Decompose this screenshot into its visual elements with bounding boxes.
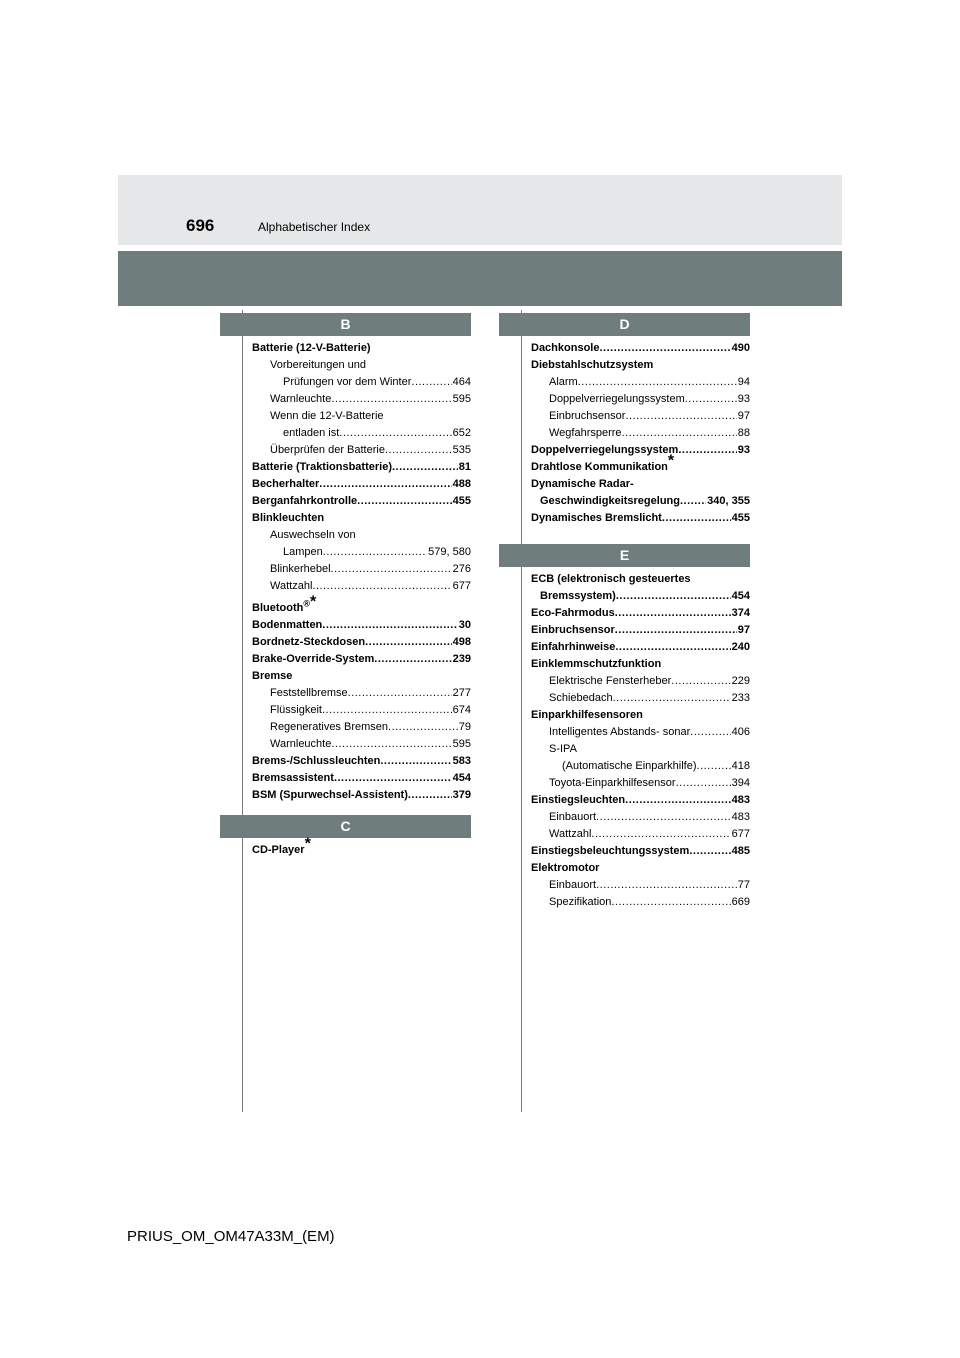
index-entry: Einbruchsensor ..... 97 [531, 622, 750, 639]
index-column-d [531, 340, 750, 527]
index-entry: Flüssigkeit ..... 674 [252, 702, 471, 719]
index-entry: Brake-Override-System ..... 239 [252, 651, 471, 668]
index-column-b [252, 340, 471, 804]
index-entry: Bordnetz-Steckdosen ..... 498 [252, 634, 471, 651]
index-entry: Prüfungen vor dem Winter ..... 464 [252, 374, 471, 391]
section-header-c: C [220, 815, 471, 838]
index-entry: Blinkleuchten [252, 512, 325, 524]
index-entry: Überprüfen der Batterie ..... 535 [252, 442, 471, 459]
index-entry: Warnleuchte ..... 595 [252, 391, 471, 408]
index-entry: Einbruchsensor ..... 97 [531, 408, 750, 425]
index-entry: (Automatische Einparkhilfe) ..... 418 [531, 758, 750, 775]
footnote-star: * [309, 593, 317, 610]
index-entry: Toyota-Einparkhilfesensor ..... 394 [531, 775, 750, 792]
index-entry: Wattzahl ..... 677 [531, 826, 750, 843]
section-header-d: D [499, 313, 750, 336]
index-entry: Einstiegsbeleuchtungssystem ..... 485 [531, 843, 750, 860]
index-entry: Schiebedach ..... 233 [531, 690, 750, 707]
index-entry: Bodenmatten ..... 30 [252, 617, 471, 634]
index-entry: Geschwindigkeitsregelung ..... 340, 355 [531, 493, 750, 510]
index-entry: CD-Player* [252, 835, 311, 856]
index-entry: Elektromotor [531, 862, 600, 874]
index-entry: Bremssystem) ..... 454 [531, 588, 750, 605]
index-entry: Auswechseln von [270, 529, 356, 541]
index-entry: Wegfahrsperre ..... 88 [531, 425, 750, 442]
index-entry: Dynamische Radar- [531, 478, 634, 490]
index-column-c [252, 835, 471, 859]
index-entry: Berganfahrkontrolle ..... 455 [252, 493, 471, 510]
index-entry: Diebstahlschutzsystem [531, 359, 654, 371]
index-entry: Doppelverriegelungssystem ..... 93 [531, 391, 750, 408]
index-entry: Einfahrhinweise ..... 240 [531, 639, 750, 656]
index-entry: Wattzahl ..... 677 [252, 578, 471, 595]
index-entry: Einklemmschutzfunktion [531, 658, 662, 670]
index-column-e [531, 571, 750, 911]
index-entry: ECB (elektronisch gesteuertes [531, 573, 691, 585]
index-entry: Einbauort ..... 77 [531, 877, 750, 894]
footnote-star: * [304, 835, 311, 853]
index-entry: Becherhalter ..... 488 [252, 476, 471, 493]
section-title: Alphabetischer Index [258, 220, 371, 234]
index-entry: Brems-/Schlussleuchten ..... 583 [252, 753, 471, 770]
index-entry: Lampen ..... 579, 580 [252, 544, 471, 561]
index-entry: Dachkonsole ..... 490 [531, 340, 750, 357]
index-entry: Einbauort ..... 483 [531, 809, 750, 826]
index-entry: Bluetooth®* [252, 593, 317, 614]
index-entry: Batterie (12-V-Batterie) [252, 342, 371, 354]
column-divider-left [242, 310, 243, 1112]
index-entry: Drahtlose Kommunikation* [531, 452, 675, 473]
page-number: 696 [186, 216, 215, 235]
index-entry: Einstiegsleuchten ..... 483 [531, 792, 750, 809]
header-band [118, 175, 842, 245]
index-entry: Batterie (Traktionsbatterie) ..... 81 [252, 459, 471, 476]
index-entry: Doppelverriegelungssystem ..... 93 [531, 442, 750, 459]
index-entry: BSM (Spurwechsel-Assistent) ..... 379 [252, 787, 471, 804]
index-entry: Wenn die 12-V-Batterie [270, 410, 384, 422]
index-entry: Eco-Fahrmodus ..... 374 [531, 605, 750, 622]
column-divider-right [521, 310, 522, 1112]
index-entry: Elektrische Fensterheber ..... 229 [531, 673, 750, 690]
index-entry: Einparkhilfesensoren [531, 709, 643, 721]
index-entry: Bremsassistent ..... 454 [252, 770, 471, 787]
index-entry: Regeneratives Bremsen ..... 79 [252, 719, 471, 736]
index-entry: Vorbereitungen und [270, 359, 367, 371]
index-entry: Blinkerhebel ..... 276 [252, 561, 471, 578]
header-dark-band [118, 251, 842, 306]
index-entry: Warnleuchte ..... 595 [252, 736, 471, 753]
index-entry: S-IPA [549, 743, 577, 755]
index-entry: Alarm ..... 94 [531, 374, 750, 391]
index-entry: Feststellbremse ..... 277 [252, 685, 471, 702]
index-entry: Bremse [252, 669, 293, 682]
footnote-star: * [667, 452, 675, 470]
index-entry: entladen ist ..... 652 [252, 425, 471, 442]
section-header-b: B [220, 313, 471, 336]
index-entry: Intelligentes Abstands- sonar ..... 406 [531, 724, 750, 741]
index-entry: Dynamisches Bremslicht ..... 455 [531, 510, 750, 527]
index-entry: Spezifikation ..... 669 [531, 894, 750, 911]
document-code: PRIUS_OM_OM47A33M_(EM) [127, 1228, 335, 1245]
section-header-e: E [499, 544, 750, 567]
